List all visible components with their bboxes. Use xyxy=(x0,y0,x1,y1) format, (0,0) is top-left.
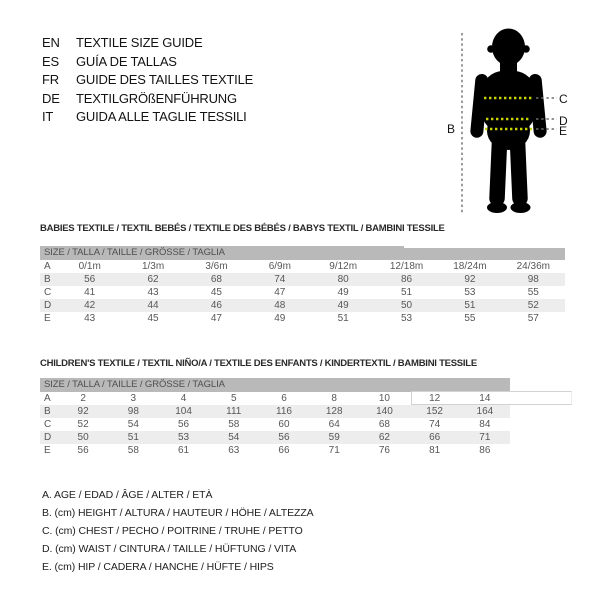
figure-label-height: B xyxy=(447,122,456,136)
table-cell: 12 xyxy=(429,393,441,404)
table-cell: 49 xyxy=(274,313,286,324)
table-cell: 5 xyxy=(230,393,237,404)
table-cell: 66 xyxy=(429,432,441,443)
figure-label-waist: D xyxy=(559,114,568,128)
table-cell: 62 xyxy=(378,432,390,443)
row-label: D xyxy=(44,300,52,311)
table-cell: 0/1m xyxy=(78,261,101,272)
table-cell: 24/36m xyxy=(516,261,550,272)
table-cell: 48 xyxy=(274,300,286,311)
table-cell: 81 xyxy=(429,445,441,456)
table-cell: 51 xyxy=(464,300,476,311)
table-cell: 128 xyxy=(325,406,343,417)
table-cell: 64 xyxy=(328,419,340,430)
table-cell: 3/6m xyxy=(205,261,228,272)
table-cell: 92 xyxy=(464,274,476,285)
table-cell: 51 xyxy=(401,287,413,298)
table-cell: 68 xyxy=(210,274,222,285)
table-cell: 44 xyxy=(147,300,159,311)
babies-size-header: SIZE / TALLA / TAILLE / GRÖSSE / TAGLIA xyxy=(40,246,565,260)
babies-size-table xyxy=(40,246,565,325)
table-cell: 92 xyxy=(77,406,89,417)
table-cell: 98 xyxy=(127,406,139,417)
table-cell: 9/12m xyxy=(329,261,358,272)
table-row xyxy=(40,312,565,325)
legend-item: E. (cm) HIP / CADERA / HANCHE / HÜFTE / HIPS xyxy=(42,561,274,573)
row-label: B xyxy=(44,274,51,285)
table-cell: 59 xyxy=(328,432,340,443)
table-cell: 43 xyxy=(147,287,159,298)
table-row xyxy=(40,431,510,444)
table-cell: 55 xyxy=(527,287,539,298)
table-cell: 58 xyxy=(228,419,240,430)
table-cell: 62 xyxy=(147,274,159,285)
table-cell: 104 xyxy=(175,406,192,417)
table-cell: 52 xyxy=(527,300,539,311)
table-cell: 54 xyxy=(127,419,139,430)
language-code: FR xyxy=(42,72,59,87)
table-cell: 47 xyxy=(210,313,222,324)
table-cell: 54 xyxy=(228,432,240,443)
language-code: EN xyxy=(42,35,60,50)
language-row xyxy=(42,90,253,109)
table-cell: 164 xyxy=(476,406,494,417)
row-label: C xyxy=(44,419,52,430)
language-list xyxy=(42,34,253,127)
table-cell: 49 xyxy=(337,300,349,311)
table-cell: 46 xyxy=(210,300,222,311)
children-size-header: SIZE / TALLA / TAILLE / GRÖSSE / TAGLIA xyxy=(40,378,510,392)
table-cell: 53 xyxy=(177,432,190,443)
language-code: ES xyxy=(42,53,59,69)
table-cell: 6/9m xyxy=(268,261,291,272)
table-row xyxy=(40,299,565,312)
table-cell: 10 xyxy=(378,393,390,404)
language-code: IT xyxy=(42,109,54,124)
table-row xyxy=(40,260,565,273)
table-cell: 76 xyxy=(378,445,390,456)
table-cell: 6 xyxy=(281,393,287,404)
table-cell: 61 xyxy=(177,445,190,456)
child-silhouette-icon xyxy=(470,29,547,214)
table-cell: 43 xyxy=(84,313,96,324)
table-row xyxy=(40,444,510,457)
table-cell: 71 xyxy=(479,432,491,443)
table-cell: 116 xyxy=(276,406,292,417)
language-row xyxy=(42,53,253,72)
table-row xyxy=(40,418,510,431)
row-label: C xyxy=(44,287,52,298)
table-cell: 140 xyxy=(376,406,393,417)
legend-item: B. (cm) HEIGHT / ALTURA / HAUTEUR / HÖHE / ALTEZZA xyxy=(42,507,314,519)
table-cell: 51 xyxy=(127,432,139,443)
table-cell: 66 xyxy=(278,445,290,456)
children-section-heading: CHILDREN'S TEXTILE / TEXTIL NIÑO/A / TEXTILE DES ENFANTS / KINDERTEXTIL / BAMBINI TESSILE xyxy=(40,358,477,369)
table-cell: 50 xyxy=(401,300,413,311)
table-cell: 63 xyxy=(228,445,240,456)
language-title: TEXTILGRÖßENFÜHRUNG xyxy=(76,90,237,106)
table-cell: 18/24m xyxy=(453,261,487,272)
language-title: GUIDA ALLE TAGLIE TESSILI xyxy=(76,109,247,124)
table-cell: 8 xyxy=(331,393,337,404)
table-cell: 45 xyxy=(210,287,222,298)
table-cell: 98 xyxy=(527,274,539,285)
language-row xyxy=(42,71,253,90)
table-row xyxy=(40,405,510,418)
legend-item: A. AGE / EDAD / ÂGE / ALTER / ETÀ xyxy=(42,489,213,501)
table-cell: 47 xyxy=(274,287,286,298)
table-cell: 56 xyxy=(84,274,96,285)
table-cell: 42 xyxy=(84,300,96,311)
table-cell: 52 xyxy=(77,419,89,430)
language-code: DE xyxy=(42,90,60,106)
table-row xyxy=(40,286,565,299)
legend-item: C. (cm) CHEST / PECHO / POITRINE / TRUHE / PETTO xyxy=(42,525,303,537)
table-row xyxy=(40,273,565,286)
table-cell: 68 xyxy=(378,419,390,430)
table-cell: 14 xyxy=(479,393,491,404)
children-highlight-box xyxy=(411,391,572,405)
legend-list xyxy=(42,486,314,576)
table-cell: 2 xyxy=(80,393,86,404)
language-row xyxy=(42,34,253,53)
table-cell: 1/3m xyxy=(141,261,165,272)
table-cell: 12/18m xyxy=(389,261,424,272)
table-cell: 3 xyxy=(130,393,137,404)
table-cell: 71 xyxy=(328,445,340,456)
legend-item: D. (cm) WAIST / CINTURA / TAILLE / HÜFTUNG / VITA xyxy=(42,543,297,555)
table-cell: 86 xyxy=(479,445,491,456)
table-cell: 49 xyxy=(337,287,349,298)
table-cell: 50 xyxy=(77,432,89,443)
table-cell: 80 xyxy=(337,274,349,285)
table-cell: 152 xyxy=(426,406,443,417)
table-cell: 56 xyxy=(77,445,89,456)
table-cell: 45 xyxy=(147,313,159,324)
language-row xyxy=(42,108,253,127)
table-cell: 56 xyxy=(177,419,190,430)
language-title: GUÍA DE TALLAS xyxy=(76,53,177,69)
language-title: GUIDE DES TAILLES TEXTILE xyxy=(76,72,254,87)
children-size-table xyxy=(40,378,510,457)
row-label: A xyxy=(44,261,51,272)
babies-header-notch xyxy=(404,240,574,248)
table-cell: 111 xyxy=(226,406,242,417)
row-label: A xyxy=(44,393,51,404)
table-cell: 57 xyxy=(527,313,539,324)
table-cell: 84 xyxy=(479,419,491,430)
table-cell: 55 xyxy=(464,313,476,324)
babies-table-rows xyxy=(40,260,565,325)
table-cell: 4 xyxy=(180,393,187,404)
row-label: B xyxy=(44,406,51,417)
figure-label-hip: E xyxy=(559,124,568,138)
table-cell: 41 xyxy=(84,287,96,298)
table-cell: 53 xyxy=(464,287,476,298)
table-cell: 60 xyxy=(278,419,290,430)
table-cell: 56 xyxy=(278,432,290,443)
row-label: E xyxy=(44,445,51,456)
table-cell: 74 xyxy=(429,419,441,430)
row-label: D xyxy=(44,432,52,443)
figure-label-chest: C xyxy=(559,92,568,106)
table-cell: 58 xyxy=(127,445,139,456)
table-cell: 53 xyxy=(401,313,413,324)
table-cell: 86 xyxy=(401,274,413,285)
babies-section-heading: BABIES TEXTILE / TEXTIL BEBÉS / TEXTILE DES BÉBÉS / BABYS TEXTIL / BAMBINI TESSILE xyxy=(40,223,445,234)
row-label: E xyxy=(44,313,51,324)
table-cell: 74 xyxy=(274,274,286,285)
language-title: TEXTILE SIZE GUIDE xyxy=(76,35,203,50)
table-cell: 51 xyxy=(337,313,349,324)
